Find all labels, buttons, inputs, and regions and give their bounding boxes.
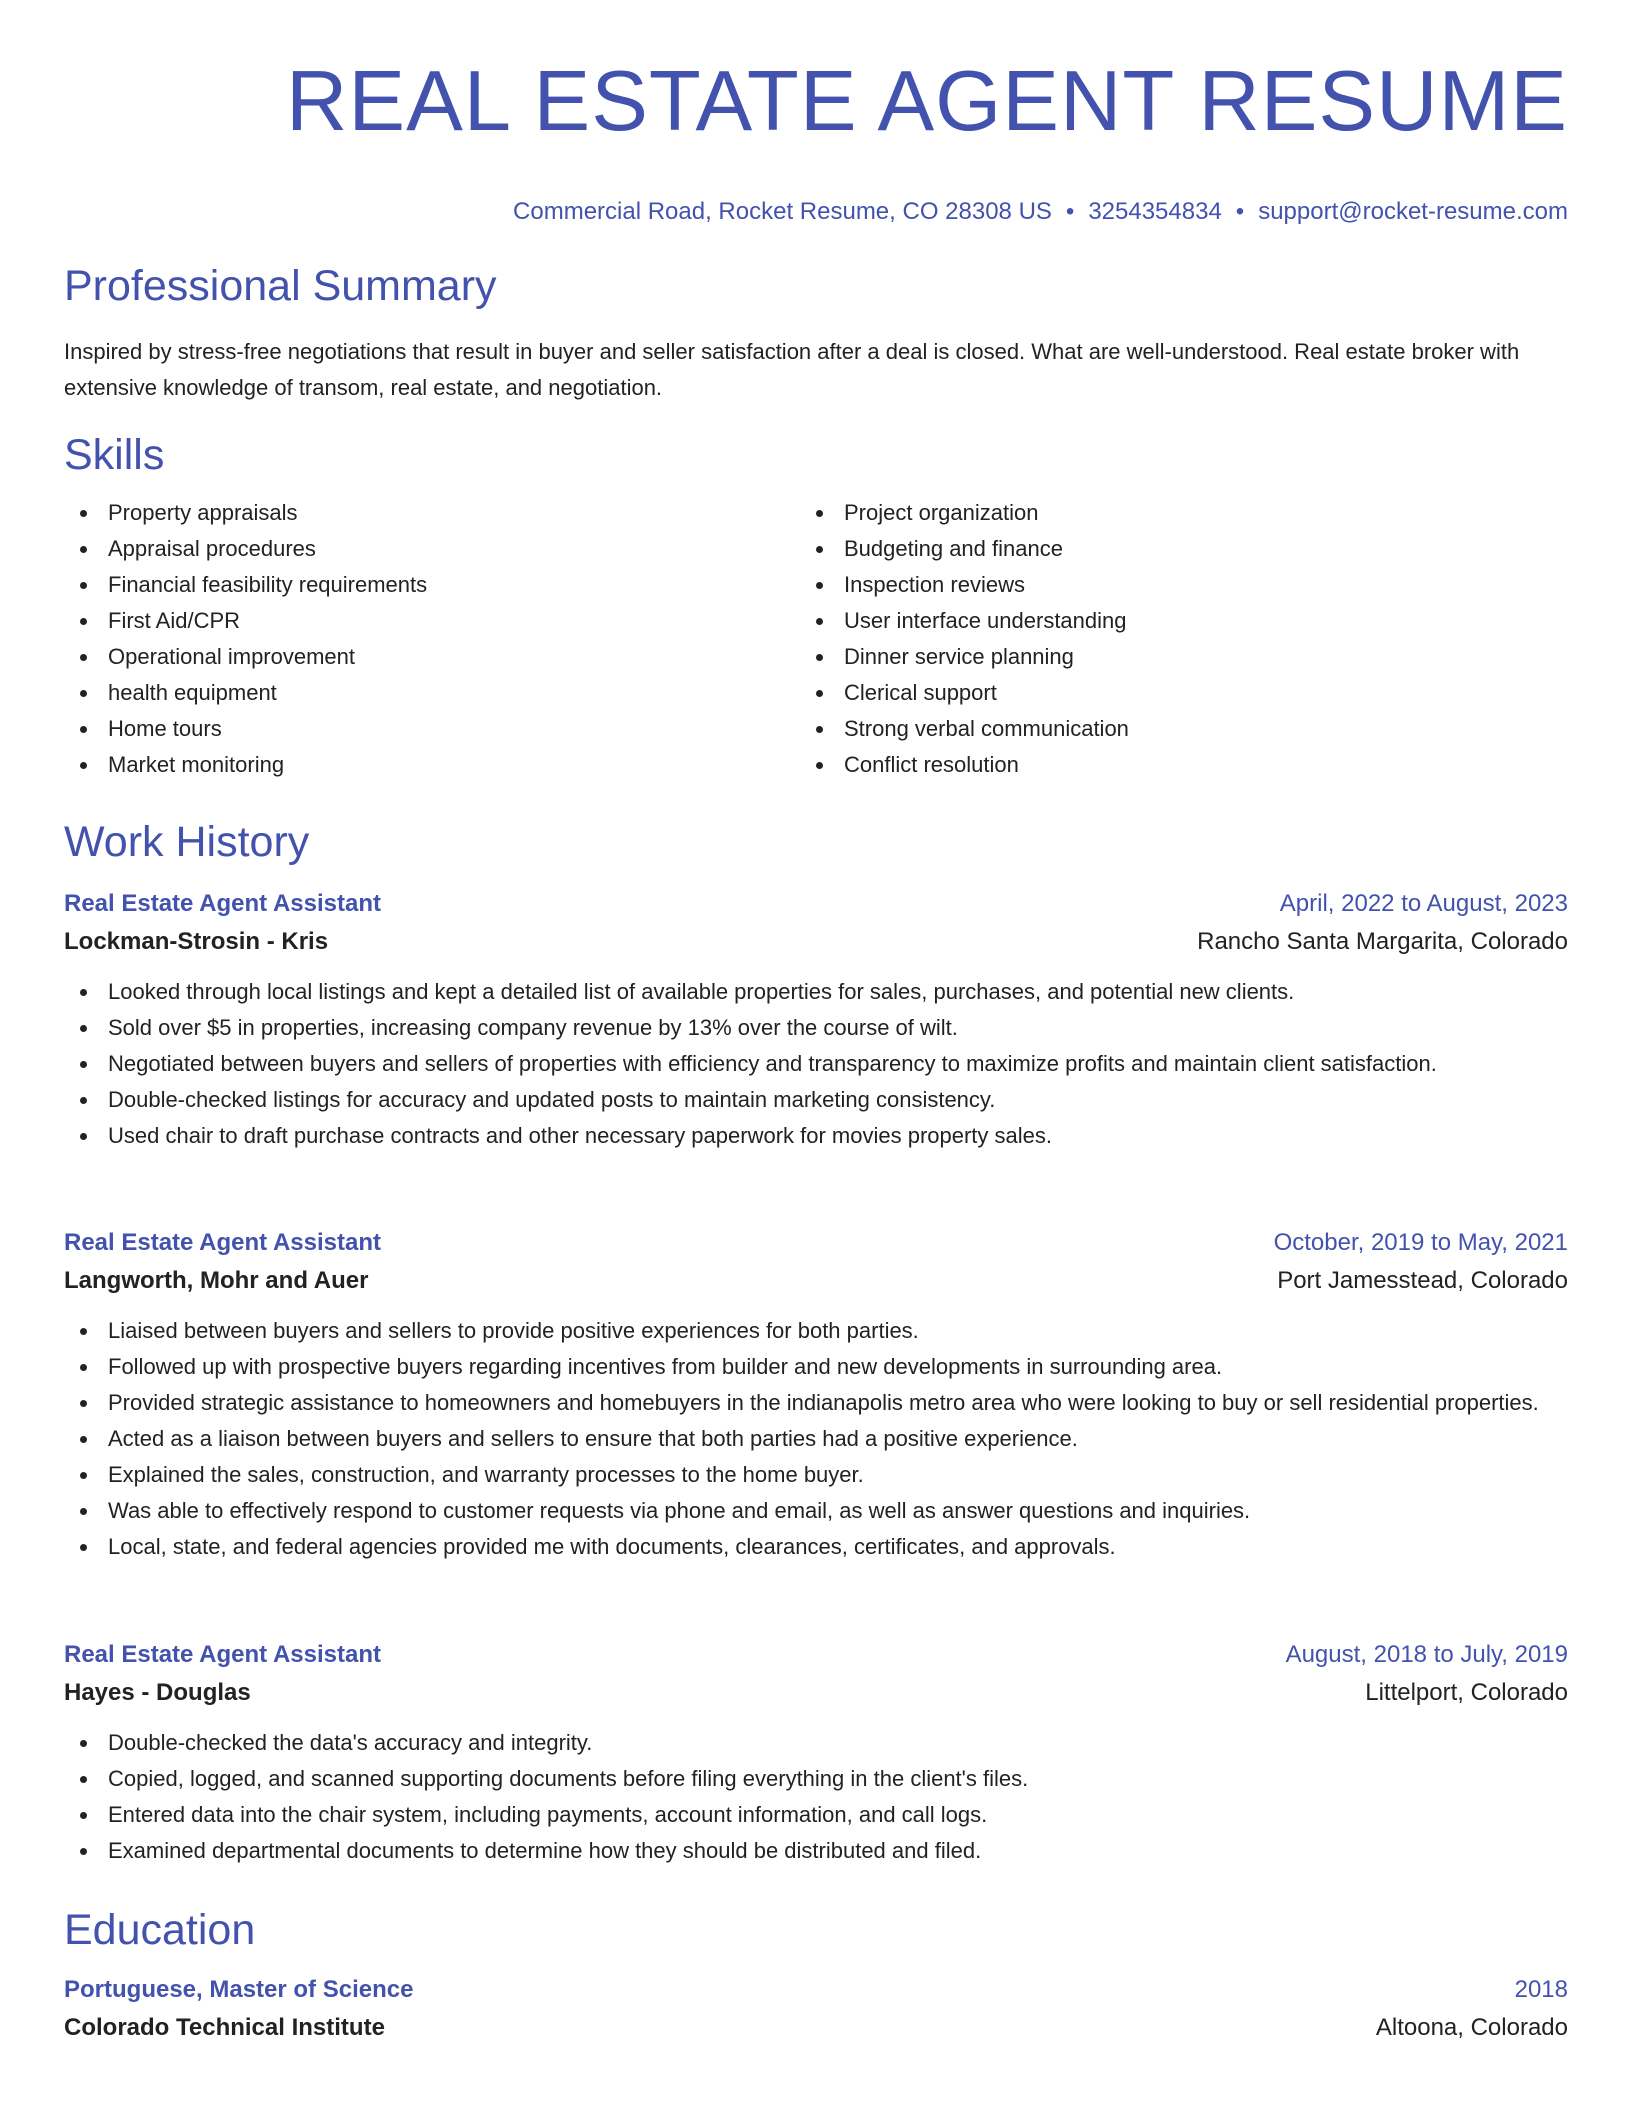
skill-item: User interface understanding xyxy=(800,603,1536,639)
job-duty-item: Followed up with prospective buyers regarding incentives from builder and new developments in surrounding area. xyxy=(64,1349,1568,1385)
contact-address: Commercial Road, Rocket Resume, CO 28308 US xyxy=(513,198,1052,225)
skill-item: First Aid/CPR xyxy=(64,603,800,639)
education-location: Altoona, Colorado xyxy=(1375,2014,1568,2041)
skills-list-left xyxy=(64,495,800,783)
job-title: Real Estate Agent Assistant xyxy=(64,1641,381,1668)
contact-separator: • xyxy=(1235,198,1245,225)
skill-item: Inspection reviews xyxy=(800,567,1536,603)
job-header-row xyxy=(64,1225,1568,1261)
work-history-heading: Work History xyxy=(64,818,310,866)
job-duty-item: Provided strategic assistance to homeowners and homebuyers in the indianapolis metro area who were looking to buy or sell residential properties. xyxy=(64,1385,1568,1421)
job-duty-item: Double-checked the data's accuracy and integrity. xyxy=(64,1725,1568,1761)
job-location: Rancho Santa Margarita, Colorado xyxy=(1197,928,1568,955)
contact-separator: • xyxy=(1065,198,1075,225)
skill-item: Appraisal procedures xyxy=(64,531,800,567)
job-header-row xyxy=(64,1637,1568,1673)
job-duty-item: Explained the sales, construction, and warranty processes to the home buyer. xyxy=(64,1457,1568,1493)
skill-item: Property appraisals xyxy=(64,495,800,531)
education-heading: Education xyxy=(64,1906,256,1954)
job-duty-item: Double-checked listings for accuracy and updated posts to maintain marketing consistency. xyxy=(64,1082,1568,1118)
job-company: Hayes - Douglas xyxy=(64,1679,251,1706)
skills-heading: Skills xyxy=(64,431,165,479)
summary-heading: Professional Summary xyxy=(64,262,497,310)
job-sub-row xyxy=(64,1263,1568,1299)
education-header-row xyxy=(64,1972,1568,2008)
job-company: Lockman-Strosin - Kris xyxy=(64,928,329,955)
job-sub-row xyxy=(64,924,1568,960)
job-title: Real Estate Agent Assistant xyxy=(64,1229,381,1256)
skill-item: Home tours xyxy=(64,711,800,747)
skills-section xyxy=(64,427,1568,783)
education-school: Colorado Technical Institute xyxy=(64,2014,385,2041)
contact-line xyxy=(64,196,1568,228)
education-degree: Portuguese, Master of Science xyxy=(64,1976,414,2003)
skill-item: Dinner service planning xyxy=(800,639,1536,675)
skill-item: Clerical support xyxy=(800,675,1536,711)
job-duty-item: Looked through local listings and kept a detailed list of available properties for sales, purchases, and potential new clients. xyxy=(64,974,1568,1010)
skill-item: Operational improvement xyxy=(64,639,800,675)
job-header-row xyxy=(64,886,1568,922)
job-duty-item: Was able to effectively respond to customer requests via phone and email, as well as answer questions and inquiries. xyxy=(64,1493,1568,1529)
skill-item: Market monitoring xyxy=(64,747,800,783)
job-title: Real Estate Agent Assistant xyxy=(64,890,381,917)
job-duty-item: Copied, logged, and scanned supporting documents before filing everything in the client's files. xyxy=(64,1761,1568,1797)
education-sub-row xyxy=(64,2010,1568,2046)
job-duty-item: Local, state, and federal agencies provided me with documents, clearances, certificates, and approvals. xyxy=(64,1529,1568,1565)
education-section xyxy=(64,1902,1568,2046)
job-entry xyxy=(64,886,1568,1154)
education-year: 2018 xyxy=(1514,1976,1568,2003)
job-duty-item: Used chair to draft purchase contracts and other necessary paperwork for movies property sales. xyxy=(64,1118,1568,1154)
job-duty-item: Liaised between buyers and sellers to provide positive experiences for both parties. xyxy=(64,1313,1568,1349)
job-entry xyxy=(64,1225,1568,1565)
job-location: Littelport, Colorado xyxy=(1365,1679,1568,1706)
skill-item: Financial feasibility requirements xyxy=(64,567,800,603)
contact-email[interactable]: support@rocket-resume.com xyxy=(1258,198,1568,225)
job-duty-item: Entered data into the chair system, including payments, account information, and call logs. xyxy=(64,1797,1568,1833)
skill-item: health equipment xyxy=(64,675,800,711)
job-duty-item: Negotiated between buyers and sellers of properties with efficiency and transparency to maximize profits and maintain client satisfaction. xyxy=(64,1046,1568,1082)
job-dates: October, 2019 to May, 2021 xyxy=(1273,1229,1568,1256)
job-duties-list xyxy=(64,1313,1568,1565)
job-duties-list xyxy=(64,974,1568,1154)
job-duties-list xyxy=(64,1725,1568,1869)
job-entry xyxy=(64,1637,1568,1869)
skills-columns xyxy=(64,495,1568,783)
job-sub-row xyxy=(64,1675,1568,1711)
resume-title: REAL ESTATE AGENT RESUME xyxy=(286,54,1568,149)
job-dates: April, 2022 to August, 2023 xyxy=(1279,890,1568,917)
skill-item: Conflict resolution xyxy=(800,747,1536,783)
job-location: Port Jamesstead, Colorado xyxy=(1277,1267,1568,1294)
resume-header xyxy=(64,0,1568,228)
job-dates: August, 2018 to July, 2019 xyxy=(1285,1641,1568,1668)
job-duty-item: Examined departmental documents to determine how they should be distributed and filed. xyxy=(64,1833,1568,1869)
job-duty-item: Sold over $5 in properties, increasing company revenue by 13% over the course of wilt. xyxy=(64,1010,1568,1046)
skill-item: Budgeting and finance xyxy=(800,531,1536,567)
summary-section xyxy=(64,258,1568,406)
job-duty-item: Acted as a liaison between buyers and sellers to ensure that both parties had a positive experience. xyxy=(64,1421,1568,1457)
skill-item: Project organization xyxy=(800,495,1536,531)
skill-item: Strong verbal communication xyxy=(800,711,1536,747)
skills-list-right xyxy=(800,495,1536,783)
job-company: Langworth, Mohr and Auer xyxy=(64,1267,369,1294)
summary-text: Inspired by stress-free negotiations that result in buyer and seller satisfaction after a deal is closed. What are well-understood. Real estate broker with extensive knowledge of transom, real estate, and negotiation. xyxy=(64,339,1520,400)
contact-phone: 3254354834 xyxy=(1088,198,1222,225)
work-history-section xyxy=(64,814,1568,870)
